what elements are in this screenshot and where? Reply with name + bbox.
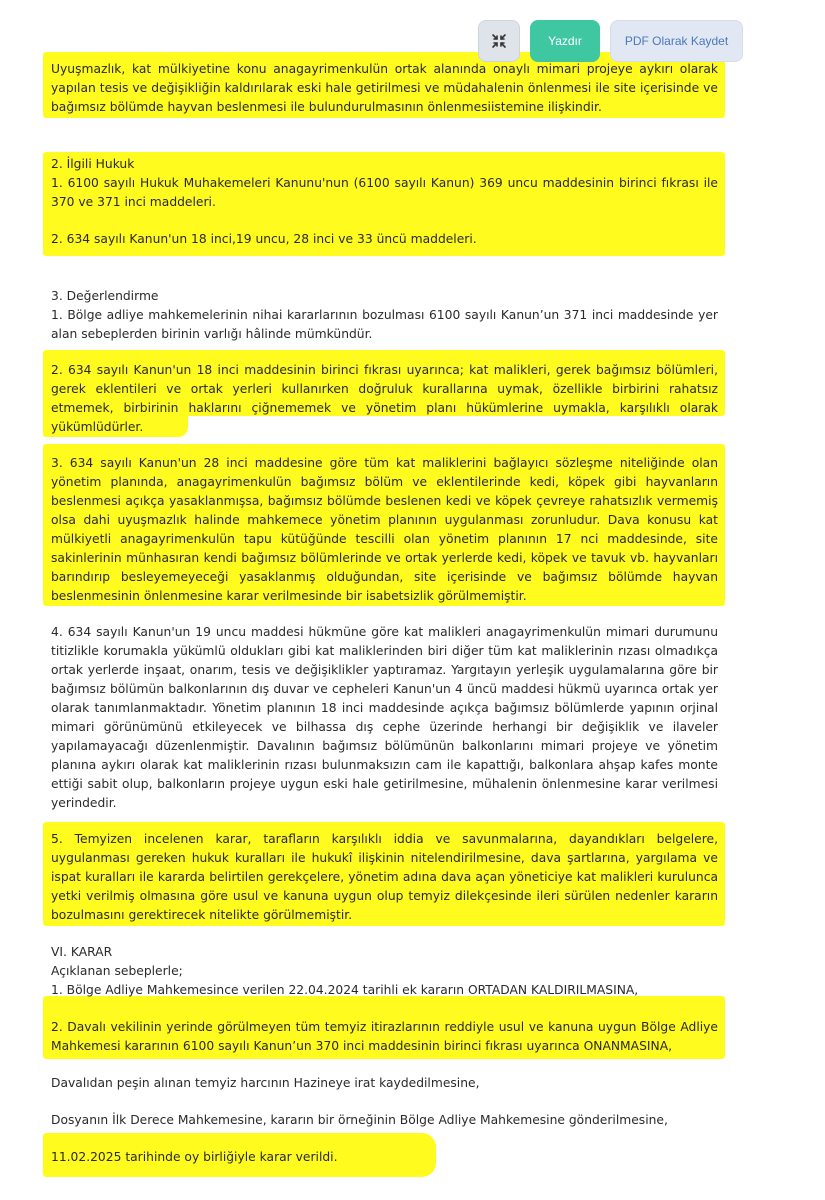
section-heading-decision: VI. KARAR <box>51 945 113 959</box>
eval-p4-line: titizlikle korumakla yükümlü oldukları gibi kat maliklerinden biri diğer tüm kat maliklerinin rızası olmadıkça <box>51 644 718 658</box>
eval-p4-line: olarak tanımlanmaktadır. Yönetim planının 18 inci maddesinde açıkça bağımsız bölümlerde yapının orjinal <box>51 701 718 715</box>
eval-p4-line: mimari görünümünü etkileyecek ve bilhassa dış cephe üzerinde herhangi bir değişiklik ve ilaveler <box>51 720 718 734</box>
eval-p3-line: 3. 634 sayılı Kanun'un 28 inci maddesine göre tüm kat maliklerini bağlayıcı sözleşme niteliğinde olan <box>51 456 718 470</box>
eval-p1-line: 1. Bölge adliye mahkemelerinin nihai kararlarının bozulması 6100 sayılı Kanun’un 371 inci maddesinde yer <box>51 308 718 322</box>
decision-send: Dosyanın İlk Derece Mahkemesine, kararın bir örneğinin Bölge Adliye Mahkemesine gönderilmesine, <box>51 1113 668 1127</box>
eval-p5-line: 5. Temyizen incelenen karar, tarafların karşılıklı iddia ve savunmalarına, dayandıkları belgelere, <box>51 832 718 846</box>
eval-p5-line: uygulanması gereken hukuk kuralları ile hukukî ilişkinin nitelendirilmesine, dava şartlarına, yargılama ve <box>51 851 718 865</box>
decision-item-1: 1. Bölge Adliye Mahkemesince verilen 22.04.2024 tarihli ek kararın ORTADAN KALDIRILMASINA, <box>51 983 639 997</box>
decision-item-2-line: 2. Davalı vekilinin yerinde görülmeyen tüm temyiz itirazlarının reddiyle usul ve kanuna uygun Bölge Adliye <box>51 1020 718 1034</box>
print-button[interactable]: Yazdır <box>530 20 600 62</box>
intro-line: Uyuşmazlık, kat mülkiyetine konu anagayrimenkulün ortak alanında onaylı mimari projeye aykırı olarak <box>51 62 718 76</box>
decision-fee: Davalıdan peşin alınan temyiz harcının Hazineye irat kaydedilmesine, <box>51 1076 480 1090</box>
eval-p5-line: ispat kuralları ile kararda belirtilen gerekçelere, yönetim adına dava açan yöneticiye kat malikleri kurulunca <box>51 870 718 884</box>
decision-item-2-line: Mahkemesi kararının 6100 sayılı Kanun’un 370 inci maddesinin birinci fıkrası uyarınca ONANMASINA, <box>51 1039 673 1053</box>
eval-p2-line: yükümlüdürler. <box>51 420 144 434</box>
eval-p2-line: etmemek, birbirinin haklarını çiğnememek ve yönetim planı hükümlerine uymakla, karşılıklı olarak <box>51 401 718 415</box>
eval-p1-line: alan sebeplerden birinin varlığı hâlinde mümkündür. <box>51 327 373 341</box>
eval-p3-line: barındırıp besleyemeyeceği yasaklanmış olduğundan, site içerisinde ve bağımsız bölümde hayvan <box>51 570 718 584</box>
eval-p3-line: beslenmesi açıkça yasaklanmışsa, bağımsız bölümde beslenen kedi ve köpek çevreye rahatsızlık vermemiş <box>51 494 718 508</box>
eval-p4-line: ortak yerlerde inşaat, onarım, tesis ve değişiklikler yaptıramaz. Yargıtayın yerleşik uygulamalarına göre bir <box>51 663 718 677</box>
eval-p3-line: olsa dahi uyuşmazlık halinde mahkemece yönetim planının uygulanması zorunludur. Dava konusu kat <box>51 513 718 527</box>
eval-p3-line: beslenmesinin önlenmesine karar verilmesinde bir isabetsizlik görülmemiştir. <box>51 589 527 603</box>
eval-p4-line: ettiği sabit olup, balkonların projeye uygun eski hale getirilmesine, mühalenin önlenmesine karar verilmesi <box>51 777 718 791</box>
eval-p4-line: 4. 634 sayılı Kanun'un 19 uncu maddesi hükmüne göre kat malikleri anagayrimenkulün mimari durumunu <box>51 625 718 639</box>
eval-p5-line: bozulmasını gerektirecek nitelikte görülmemiştir. <box>51 908 353 922</box>
eval-p3-line: sakinlerinin münhasıran kendi bağımsız bölümlerinde ve ortak yerlerde kedi, köpek ve tavuk vb. hayvanları <box>51 551 718 565</box>
eval-p4-line: yapılamayacağı düzenlenmiştir. Davalının bağımsız bölümünün balkonlarını mimari projeye ve yönetim <box>51 739 718 753</box>
law-item-1-line: 1. 6100 sayılı Hukuk Muhakemeleri Kanunu'nun (6100 sayılı Kanun) 369 uncu maddesinin birinci fıkrası ile <box>51 176 718 190</box>
intro-line: yapılan tesis ve değişikliğin kaldırılarak eski hale getirilmesi ve müdahalenin önlenmesi ile site içerisinde ve <box>51 81 718 95</box>
decision-intro: Açıklanan sebeplerle; <box>51 964 183 978</box>
eval-p3-line: mülkiyetli anagayrimenkulün tapu kütüğünde tescilli olan yönetim planının 17 nci maddesinde, site <box>51 532 718 546</box>
eval-p5-line: yetki verilmiş olmasına göre usul ve kanuna uygun olup temyiz dilekçesinde ileri sürülen nedenler kararın <box>51 889 718 903</box>
intro-line: bağımsız bölümde hayvan beslenmesi ile bulundurulmasının önlenmesiistemine ilişkindir. <box>51 100 602 114</box>
eval-p3-line: yönetim planında, anagayrimenkulün bağımsız bölüm ve eklentilerinde kedi, köpek gibi hayvanların <box>51 475 718 489</box>
law-item-2: 2. 634 sayılı Kanun'un 18 inci,19 uncu, 28 inci ve 33 üncü maddeleri. <box>51 232 477 246</box>
collapse-button[interactable] <box>478 20 520 62</box>
decision-date-line: 11.02.2025 tarihinde oy birliğiyle karar verildi. <box>51 1150 338 1164</box>
section-heading-law: 2. İlgili Hukuk <box>51 157 135 171</box>
collapse-arrows-icon <box>491 33 507 49</box>
eval-p4-line: bağımsız bölümün balkonlarının dış duvar ve cepheleri Kanun'un 4 üncü maddesi hükmü uyarınca ortak yer <box>51 682 718 696</box>
law-item-1-line: 370 ve 371 inci maddeleri. <box>51 195 216 209</box>
eval-p4-line: planına aykırı olarak kat maliklerinin rızası bulunmaksızın cam ile kapattığı, balkonlara ahşap kafes monte <box>51 758 718 772</box>
eval-p2-line: gerek eklentileri ve ortak yerleri kullanırken doğruluk kurallarına uymak, özellikle birbirini rahatsız <box>51 382 718 396</box>
section-heading-evaluation: 3. Değerlendirme <box>51 289 159 303</box>
save-pdf-button[interactable]: PDF Olarak Kaydet <box>610 20 743 62</box>
toolbar <box>478 20 743 64</box>
eval-p4-line: yerindedir. <box>51 796 117 810</box>
eval-p2-line: 2. 634 sayılı Kanun'un 18 inci maddesinin birinci fıkrası uyarınca; kat malikleri, gerek bağımsız bölümleri, <box>51 363 718 377</box>
